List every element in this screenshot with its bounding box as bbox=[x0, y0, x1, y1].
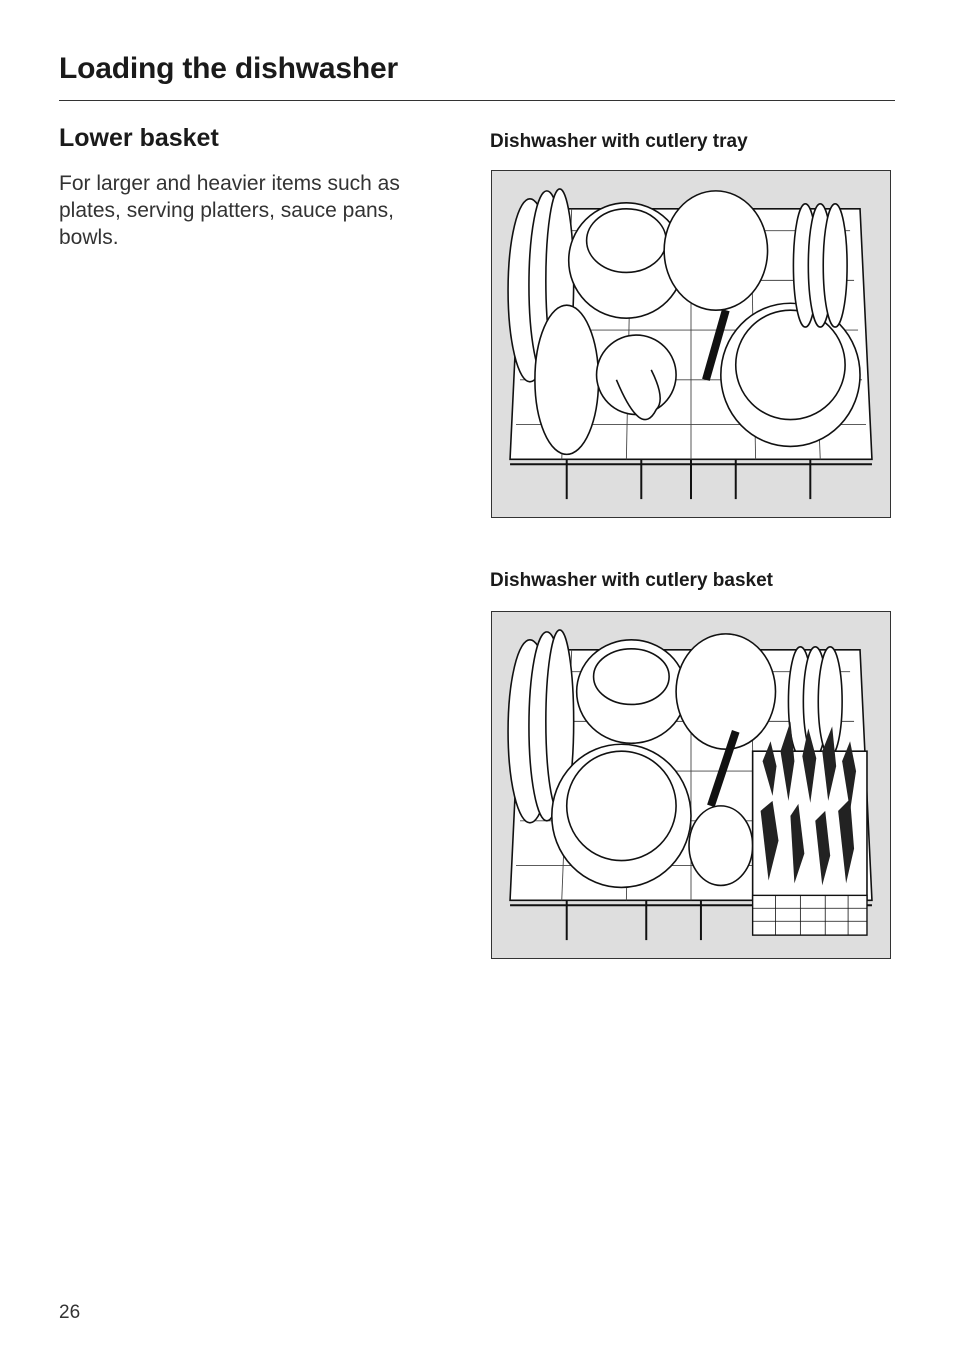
figure-cutlery-basket bbox=[491, 611, 891, 959]
illustration-lower-basket-cutlery-tray bbox=[492, 171, 890, 517]
section-heading: Lower basket bbox=[59, 124, 219, 152]
title-divider bbox=[59, 100, 895, 101]
section-body-text: For larger and heavier items such as plates, serving platters, sauce pans, bowls. bbox=[59, 172, 400, 249]
figure-caption-cutlery-tray: Dishwasher with cutlery tray bbox=[490, 131, 748, 152]
figure-caption-cutlery-basket: Dishwasher with cutlery basket bbox=[490, 570, 773, 591]
page-title: Loading the dishwasher bbox=[59, 52, 398, 85]
illustration-lower-basket-cutlery-basket bbox=[492, 612, 890, 958]
page-number: 26 bbox=[59, 1302, 81, 1323]
figure-cutlery-tray bbox=[491, 170, 891, 518]
